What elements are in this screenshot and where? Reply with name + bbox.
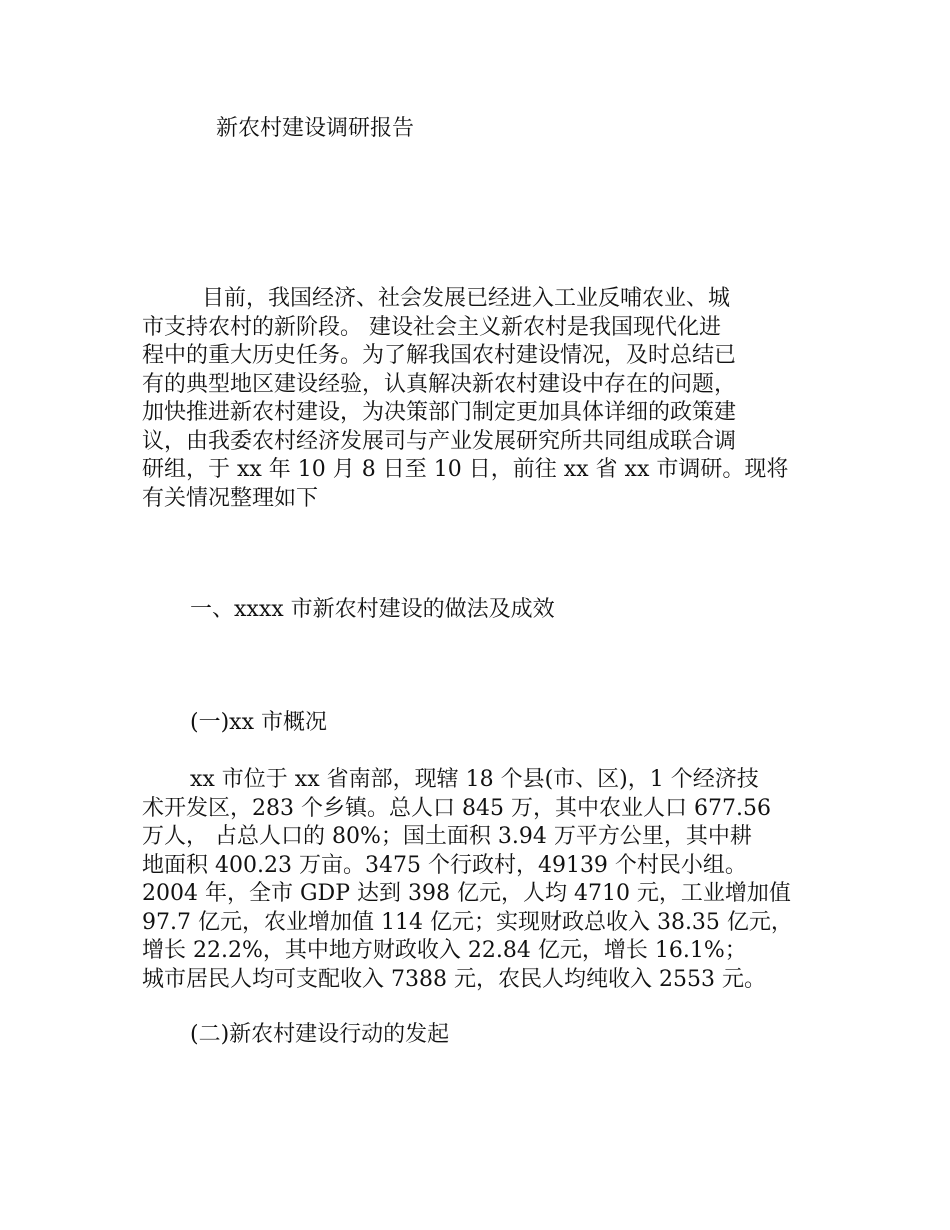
paragraph-line: 97.7 亿元，农业增加值 114 亿元；实现财政总收入 38.35 亿元， xyxy=(142,909,793,935)
paragraph-line: 增长 22.2%，其中地方财政收入 22.84 亿元，增长 16.1%； xyxy=(142,938,747,963)
paragraph-line: 加快推进新农村建设，为决策部门制定更加具体详细的政策建 xyxy=(142,400,737,425)
paragraph-line: xx 市位于 xx 省南部，现辖 18 个县(市、区)，1 个经济技 xyxy=(190,767,759,792)
intro-paragraph xyxy=(142,285,832,513)
paragraph-line: 程中的重大历史任务。为了解我国农村建设情况，及时总结已 xyxy=(142,343,737,368)
paragraph-line: 市支持农村的新阶段。 建设社会主义新农村是我国现代化进 xyxy=(142,314,721,340)
paragraph-line: 地面积 400.23 万亩。3475 个行政村，49139 个村民小组。 xyxy=(142,852,747,878)
paragraph-line: 术开发区，283 个乡镇。总人口 845 万，其中农业人口 677.56 xyxy=(142,795,771,821)
paragraph-line: 目前，我国经济、社会发展已经进入工业反哺农业、城 xyxy=(202,286,731,311)
paragraph-line: 有关情况整理如下 xyxy=(142,485,319,511)
paragraph-line: 有的典型地区建设经验，认真解决新农村建设中存在的问题， xyxy=(142,371,737,397)
paragraph-line: 万人， 占总人口的 80%；国土面积 3.94 万平方公里，其中耕 xyxy=(142,824,752,849)
section-heading: 一、xxxx 市新农村建设的做法及成效 xyxy=(190,597,555,622)
subsection-heading-initiative: (二)新农村建设行动的发起 xyxy=(190,1022,450,1047)
paragraph-line: 城市居民人均可支配收入 7388 元，农民人均纯收入 2553 元。 xyxy=(142,966,766,992)
document-title: 新农村建设调研报告 xyxy=(216,116,415,141)
paragraph-line: 议，由我委农村经济发展司与产业发展研究所共同组成联合调 xyxy=(142,428,737,454)
overview-paragraph xyxy=(142,766,832,994)
paragraph-line: 2004 年，全市 GDP 达到 398 亿元，人均 4710 元，工业增加值 xyxy=(142,881,791,906)
paragraph-line: 研组，于 xx 年 10 月 8 日至 10 日，前往 xx 省 xx 市调研。现将 xyxy=(142,457,789,482)
subsection-heading-overview: (一)xx 市概况 xyxy=(190,710,327,735)
